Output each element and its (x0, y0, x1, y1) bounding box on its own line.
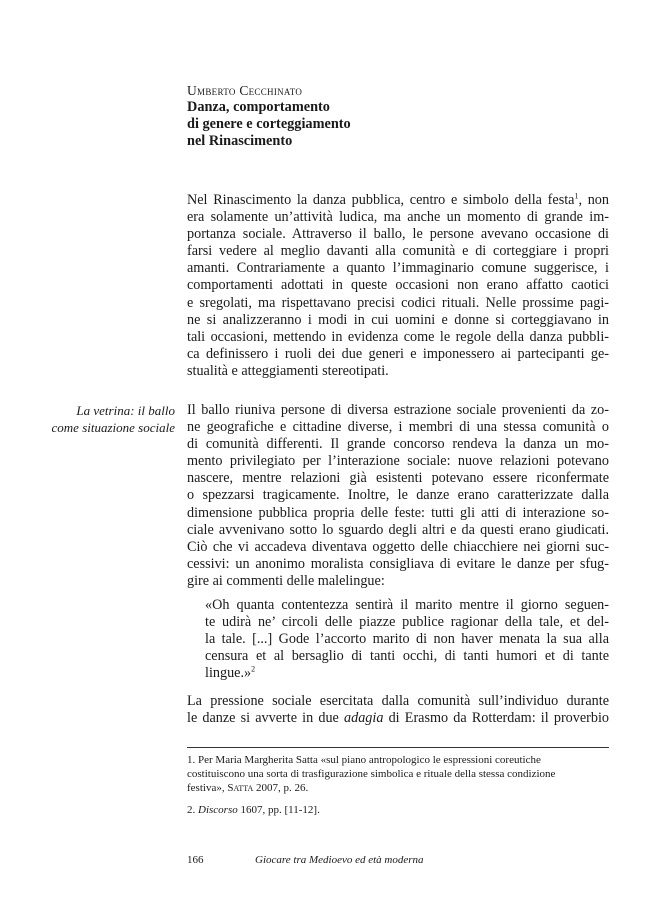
text-line: le danze si avverte in due adagia di Erasmo da Rotterdam: il proverbio (187, 710, 610, 727)
text-line: portanza sociale. Attraverso il ballo, le persone avevano occasione di (187, 226, 609, 243)
footnote-ref-1[interactable]: 1 (574, 191, 579, 201)
intro-paragraph (187, 192, 609, 380)
footnote-2 (187, 803, 609, 817)
text-line: nascere, mentre relazioni già esistenti potevano essere riconfermate (187, 470, 609, 487)
running-head: Giocare tra Medioevo ed età moderna (255, 854, 424, 866)
text-line: e sregolati, ma rispettavano precisi codici rituali. Nelle prossime pagi- (187, 294, 609, 311)
text-line: era solamente un’attività ludica, ma anche un momento di grande im- (187, 209, 609, 226)
text-line: La pressione sociale esercitata dalla comunità sull’individuo durante (187, 693, 609, 709)
margin-note-line: come situazione sociale (51, 420, 175, 435)
footnote-line: festiva», Satta 2007, p. 26. (187, 782, 309, 794)
text-line: Ciò che vi accadeva diventava oggetto delle chiacchiere nei giorni suc- (187, 538, 609, 555)
footnote-line: 1. Per Maria Margherita Satta «sul piano antropologico le espressioni coreutiche (187, 754, 541, 766)
text-line: o spezzarsi tragicamente. Inoltre, le danze erano caratterizzate dalla (187, 487, 609, 504)
chapter-title-line: Danza, comportamento (187, 99, 330, 115)
chapter-header (187, 82, 607, 150)
quote-line: la tale. [...] Gode l’accorto marito di non haver menata la sua alla (205, 631, 609, 648)
text-line: farsi vedere al meglio davanti alla comunità e di corteggiare i propri (187, 243, 609, 260)
text-line: stualità e atteggiamenti stereotipati. (187, 362, 389, 379)
footnote-divider (187, 747, 609, 748)
margin-note (50, 402, 175, 436)
text-line: ne si analizzeranno i modi in cui uomini e donne si corteggiavano in (187, 311, 609, 328)
chapter-title-line: nel Rinascimento (187, 133, 293, 149)
quote-line: te udirà ne’ circoli delle piazze publice ragionar della tale, et del- (205, 614, 609, 631)
quote-line: censura et al bersaglio di tanti occhi, di tanti humori et di tante (205, 648, 609, 665)
quote-line: lingue.»$^2$ (205, 664, 256, 682)
margin-note-line: La vetrina: il ballo (76, 403, 175, 418)
block-quote (205, 597, 609, 682)
text-line: Nel Rinascimento la danza pubblica, centro e simbolo della festa$^1$, non (187, 191, 609, 208)
text-line: ca definissero i ruoli dei due generi e imponessero ai partecipanti ge- (187, 345, 609, 362)
text-line: Il ballo riuniva persone di diversa estrazione sociale provenienti da zo- (187, 402, 609, 418)
text-line: cessivi: un anonimo moralista consigliava di evitare le danze per sfug- (187, 555, 609, 572)
footnote-line: costituiscono una sorta di trasfigurazione simbolica e rituale della stessa condizione (187, 768, 556, 780)
chapter-title-line: di genere e corteggiamento (187, 116, 351, 132)
page-number: 166 (187, 854, 204, 866)
text-line: ne geografiche e cittadine diverse, i membri di una stessa comunità o (187, 419, 609, 436)
text-line: ciale avvenivano sotto lo sguardo degli altri e da questi erano giudicati. (187, 521, 609, 538)
footnote-ref-2[interactable]: 2 (251, 664, 256, 674)
text-line: di comunità differenti. Il grande concorso rendeva la danza un mo- (187, 436, 609, 453)
text-line: gire ai commenti delle malelingue: (187, 572, 385, 589)
chapter-author: Umberto Cecchinato (187, 83, 303, 98)
text-line: mento privilegiato per l’interazione sociale: nuove relazioni potevano (187, 453, 609, 470)
body-paragraph (187, 402, 609, 590)
footnote-line: 2. Discorso 1607, pp. [11-12]. (187, 804, 320, 816)
body-paragraph (187, 693, 609, 727)
chapter-title (187, 99, 607, 150)
text-line: amanti. Contrariamente a quanto l’immaginario comune suggerisce, i (187, 260, 609, 277)
quote-line: «Oh quanta contentezza sentirà il marito mentre il giorno seguen- (205, 597, 609, 613)
text-line: comportamenti adottati in queste occasioni non erano affatto caotici (187, 277, 609, 294)
text-line: tali occasioni, mettendo in evidenza come le regole della danza pubbli- (187, 328, 609, 345)
footnote-1 (187, 753, 609, 795)
text-line: dimensione pubblica propria delle feste: tutti gli atti di interazione so- (187, 504, 609, 521)
